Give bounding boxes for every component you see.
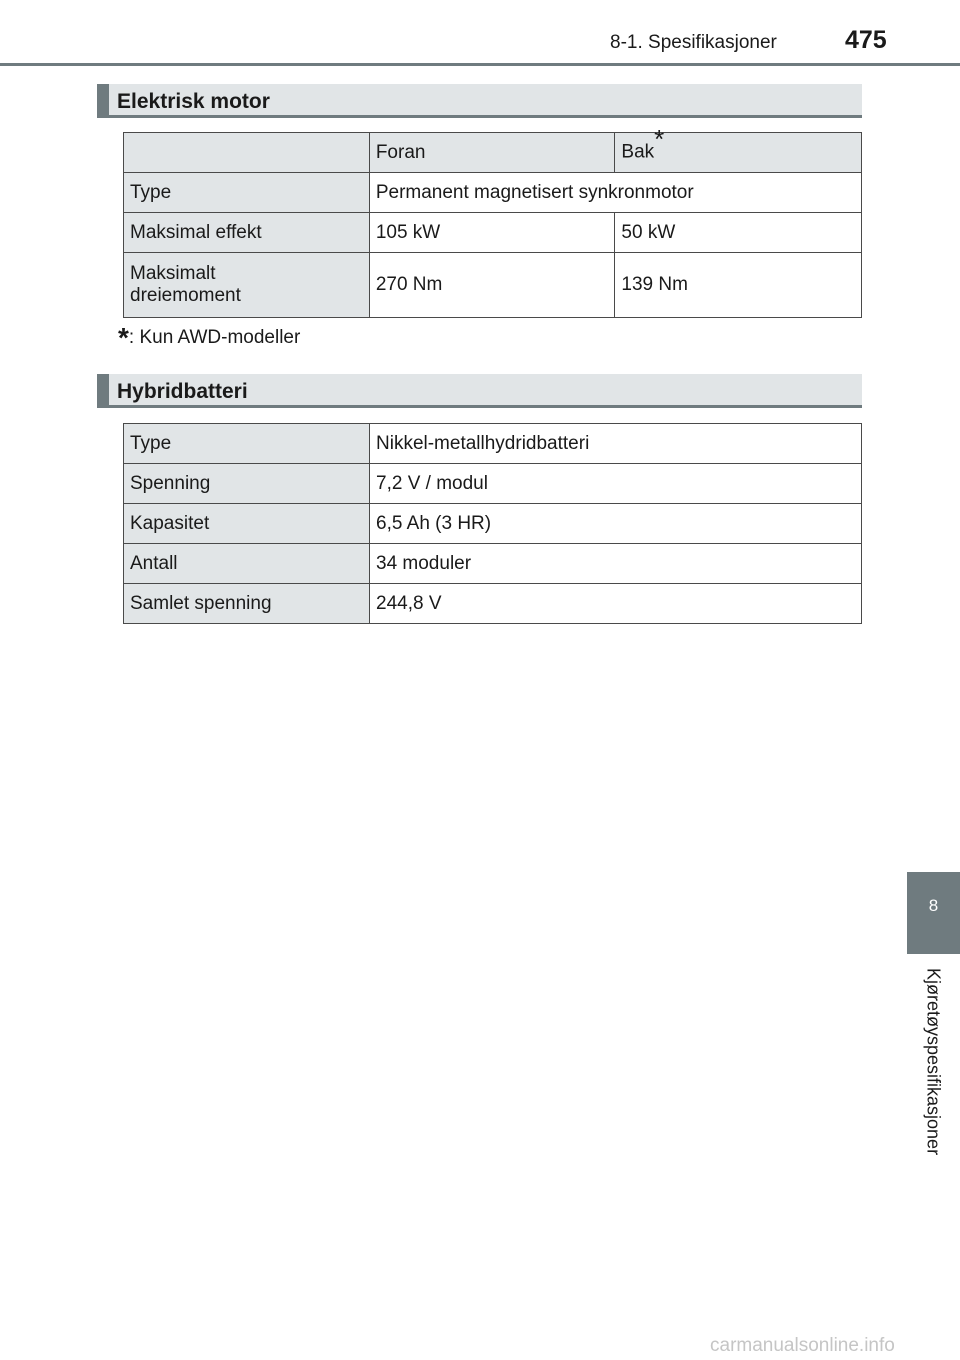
row-label: Antall: [124, 544, 370, 584]
table-row: [124, 504, 862, 544]
section-title: Elektrisk motor: [117, 90, 270, 113]
header-cell-empty: [124, 133, 370, 173]
row-label: Samlet spenning: [124, 584, 370, 624]
header-rule: [0, 63, 960, 66]
watermark: carmanualsonline.info: [710, 1335, 895, 1356]
row-value: Nikkel-metallhydridbatteri: [370, 424, 862, 464]
row-label: Spenning: [124, 464, 370, 504]
row-label: Maksimalt dreiemoment: [124, 253, 370, 318]
table-row: [124, 424, 862, 464]
header-section-title: 8-1. Spesifikasjoner: [610, 32, 777, 53]
table-row: [124, 464, 862, 504]
row-value: 7,2 V / modul: [370, 464, 862, 504]
row-value-front: 105 kW: [369, 213, 615, 253]
section-heading-hybrid-battery: [97, 374, 862, 408]
header-cell-rear: Bak*: [615, 133, 862, 173]
page-number: 475: [845, 26, 887, 54]
table-row: [124, 584, 862, 624]
table-header-row: [124, 133, 862, 173]
row-value: 244,8 V: [370, 584, 862, 624]
section-heading-electric-motor: [97, 84, 862, 118]
row-value: Permanent magnetisert synkronmotor: [369, 173, 861, 213]
section-title: Hybridbatteri: [117, 380, 248, 403]
row-label: Type: [124, 424, 370, 464]
table-row: [124, 544, 862, 584]
row-value: 34 moduler: [370, 544, 862, 584]
row-value-rear: 139 Nm: [615, 253, 862, 318]
asterisk-marker: *: [654, 124, 665, 155]
row-value: 6,5 Ah (3 HR): [370, 504, 862, 544]
table-row: [124, 173, 862, 213]
chapter-tab-label: Kjøretøyspesifikasjoner: [923, 968, 944, 1156]
footnote-text: : Kun AWD-modeller: [128, 327, 301, 348]
row-label: Maksimal effekt: [124, 213, 370, 253]
chapter-number: 8: [928, 896, 939, 915]
header-cell-front: Foran: [369, 133, 615, 173]
footnote-asterisk: *: [118, 322, 129, 353]
chapter-tab: [907, 872, 960, 954]
table-row: [124, 213, 862, 253]
footnote: [118, 322, 301, 353]
row-value-front: 270 Nm: [369, 253, 615, 318]
table-row: [124, 253, 862, 318]
row-label: Kapasitet: [124, 504, 370, 544]
row-label: Type: [124, 173, 370, 213]
electric-motor-table: [123, 124, 862, 318]
row-value-rear: 50 kW: [615, 213, 862, 253]
hybrid-battery-table: [123, 423, 862, 624]
